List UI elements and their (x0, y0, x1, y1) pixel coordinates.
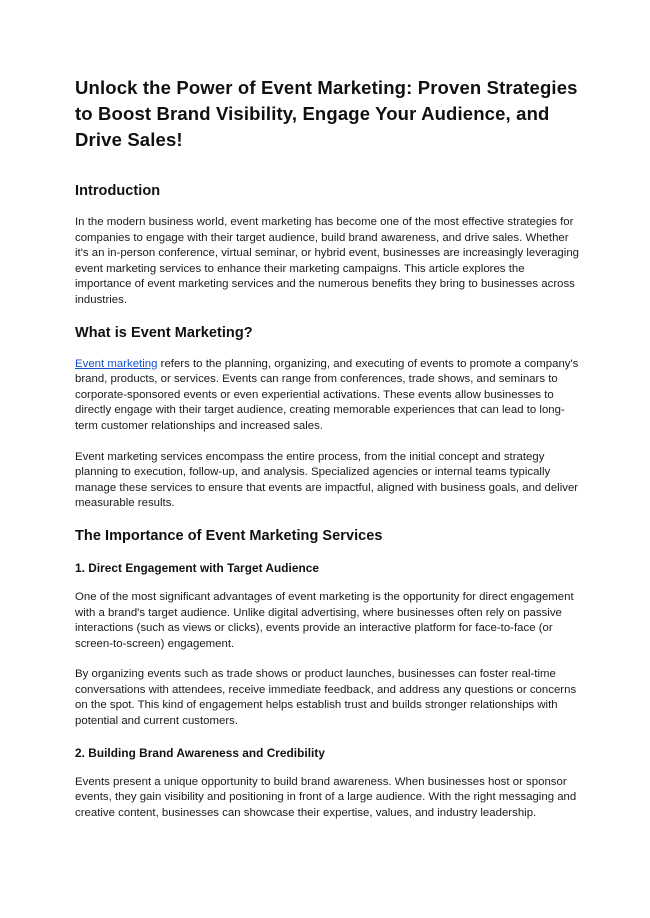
sub-heading-direct-engagement: 1. Direct Engagement with Target Audience (75, 560, 319, 575)
section-heading-what-is-event-marketing: What is Event Marketing? (75, 324, 253, 341)
event-marketing-link[interactable]: Event marketing (75, 357, 158, 370)
paragraph-what-is-event-marketing-2: Event marketing services encompass the entire process, from the initial concept and strategy planning to execution, follow-up, and analysis. Specialized agencies or internal teams typically manage these services to ensure that events are impactful, aligned with business goals, and deliver measurable results. (75, 450, 579, 510)
section-heading-introduction: Introduction (75, 183, 161, 199)
article-body (75, 75, 580, 821)
paragraph-what-is-event-marketing-1-text: refers to the planning, organizing, and executing of events to promote a company's brand, products, or services. Events can range from conferences, trade shows, and seminars to corporate-sponsored events or even experiential activations. These events allow businesses to directly engage with their target audience, creating memorable experiences that can lead to long-term customer relationships and increased sales. (75, 357, 579, 432)
section-heading-importance-of-event-marketing-services: The Importance of Event Marketing Services (75, 527, 383, 544)
paragraph-building-brand-awareness-1: Events present a unique opportunity to build brand awareness. When businesses host or sponsor events, they gain visibility and positioning in front of a large audience. With the right messaging and creative content, businesses can showcase their expertise, values, and industry leadership. (75, 775, 577, 819)
sub-heading-building-brand-awareness: 2. Building Brand Awareness and Credibility (75, 745, 325, 760)
paragraph-direct-engagement-2: By organizing events such as trade shows or product launches, businesses can foster real-time conversations with attendees, receive immediate feedback, and address any questions or concerns on the spot. This kind of engagement helps establish trust and builds stronger relationships with potential and current customers. (75, 668, 577, 728)
paragraph-what-is-event-marketing-1 (75, 357, 580, 435)
paragraph-direct-engagement-1: One of the most significant advantages of event marketing is the opportunity for direct engagement with a brand's target audience. Unlike digital advertising, where businesses often rely on passive interactions (such as views or clicks), events provide an interactive platform for face-to-face (or screen-to-screen) engagement. (75, 590, 574, 650)
paragraph-introduction-1: In the modern business world, event marketing has become one of the most effective strategies for companies to engage with their target audience, build brand awareness, and drive sales. Whether it's an in-person conference, virtual seminar, or hybrid event, businesses are increasingly leveraging event marketing services to enhance their marketing campaigns. This article explores the importance of event marketing services and the numerous benefits they bring to businesses across industries. (75, 216, 580, 306)
page-title: Unlock the Power of Event Marketing: Proven Strategies to Boost Brand Visibility, Engage Your Audience, and Drive Sales! (75, 77, 578, 150)
